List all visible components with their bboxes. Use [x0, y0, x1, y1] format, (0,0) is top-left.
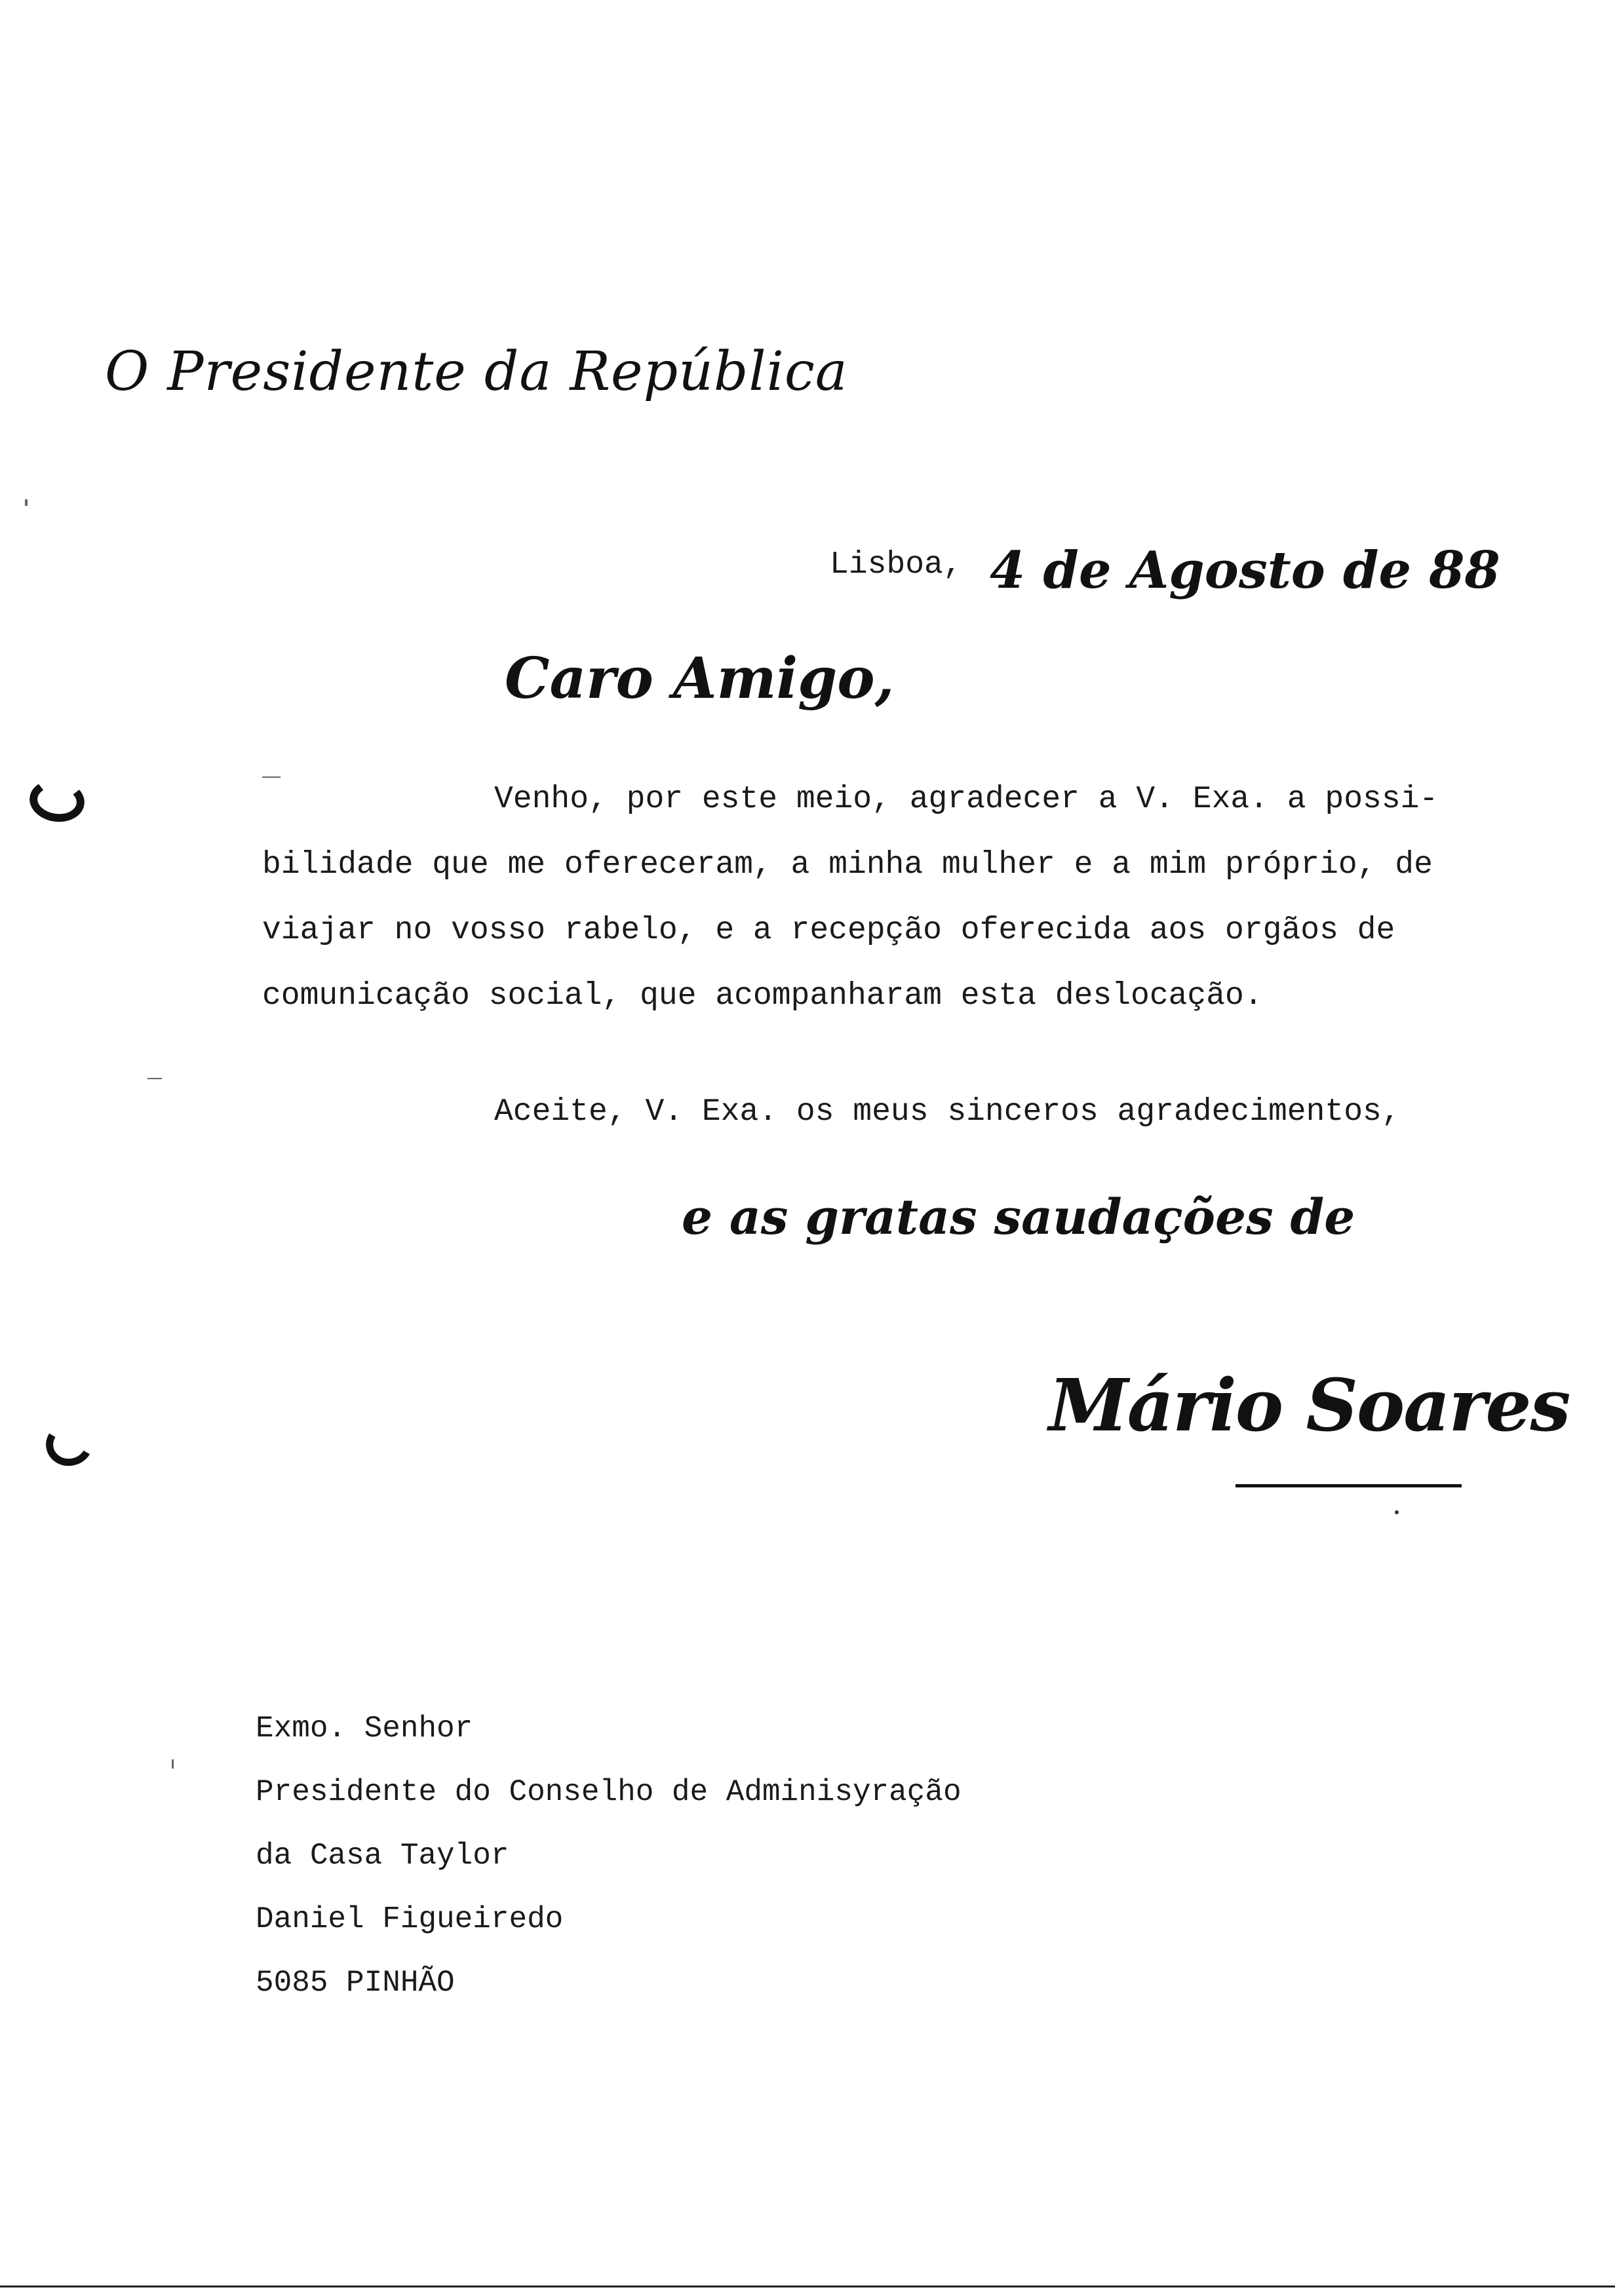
body-line: bilidade que me ofereceram, a minha mulher e a mim próprio, de — [262, 847, 1433, 883]
page-bottom-edge — [0, 2286, 1615, 2287]
address-line: Exmo. Senhor — [256, 1712, 473, 1746]
address-line: da Casa Taylor — [256, 1839, 509, 1873]
address-line: Presidente do Conselho de Adminisyração — [256, 1775, 962, 1809]
body-line: viajar no vosso rabelo, e a recepção oferecida aos orgãos de — [262, 913, 1395, 948]
address-line: 5085 PINHÃO — [256, 1966, 455, 2000]
signature-underline — [1236, 1484, 1462, 1487]
date-place: Lisboa, — [830, 547, 962, 583]
punch-hole-mark — [41, 1417, 98, 1471]
punch-hole-mark — [27, 776, 87, 825]
letterhead: O Presidente da República — [105, 341, 848, 403]
date-handwritten: 4 de Agosto de 88 — [990, 541, 1500, 600]
salutation: Caro Amigo, — [505, 645, 895, 712]
scan-speck — [262, 776, 281, 778]
signature: Mário Soares — [1049, 1363, 1570, 1447]
body-line: comunicação social, que acompanharam esta deslocação. — [262, 978, 1263, 1014]
letter-body — [262, 767, 1442, 1029]
closing-handwritten: e as gratas saudações de — [682, 1189, 1355, 1246]
body-paragraph — [262, 767, 1442, 1029]
scan-speck — [25, 499, 28, 506]
scan-speck — [172, 1759, 174, 1769]
address-line: Daniel Figueiredo — [256, 1902, 564, 1936]
closing-line: Aceite, V. Exa. os meus sinceros agradecimentos, — [494, 1094, 1401, 1130]
ink-dot — [1395, 1510, 1399, 1514]
scan-speck — [147, 1078, 162, 1079]
recipient-address — [256, 1697, 962, 2015]
body-line: Venho, por este meio, agradecer a V. Exa. a possi- — [494, 782, 1439, 817]
